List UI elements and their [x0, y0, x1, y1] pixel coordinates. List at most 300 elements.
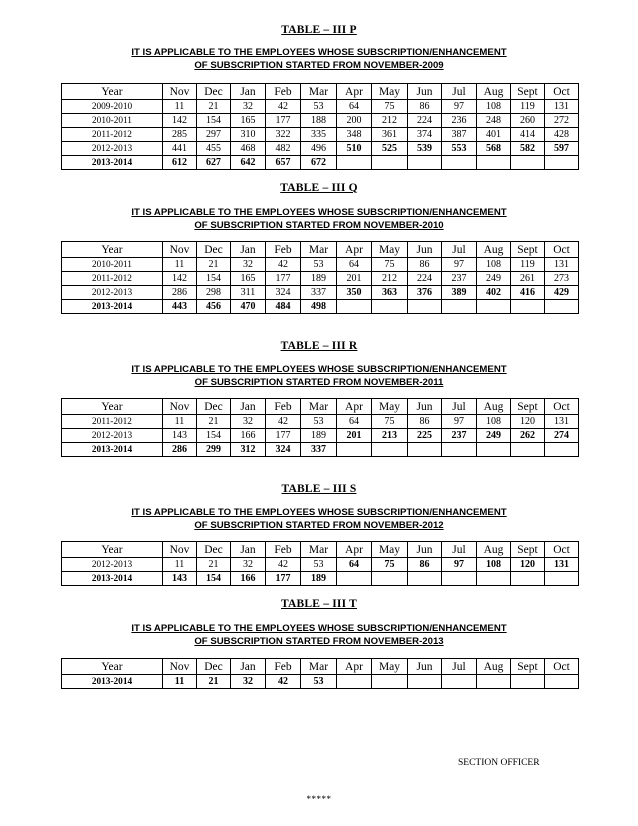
subtitle-line: OF SUBSCRIPTION STARTED FROM NOVEMBER-2012 — [194, 519, 444, 531]
column-header: Feb — [266, 659, 301, 675]
header-row — [62, 659, 579, 675]
column-header: Mar — [301, 542, 337, 558]
value-cell: 177 — [266, 429, 301, 443]
value-cell — [511, 443, 545, 457]
value-cell: 53 — [301, 675, 337, 689]
column-header: Feb — [266, 242, 301, 258]
value-cell: 75 — [372, 558, 408, 572]
value-cell: 53 — [301, 100, 337, 114]
value-cell: 21 — [197, 675, 231, 689]
value-cell: 119 — [511, 258, 545, 272]
value-cell: 177 — [266, 572, 301, 586]
value-cell: 189 — [301, 272, 337, 286]
column-header: Oct — [545, 399, 579, 415]
value-cell: 212 — [372, 272, 408, 286]
value-cell: 286 — [163, 443, 197, 457]
column-header: Year — [62, 399, 163, 415]
value-cell: 189 — [301, 572, 337, 586]
column-header: Jan — [231, 399, 266, 415]
value-cell: 32 — [231, 258, 266, 272]
column-header: Sept — [511, 399, 545, 415]
value-cell: 374 — [408, 128, 442, 142]
value-cell: 11 — [163, 675, 197, 689]
value-cell: 143 — [163, 572, 197, 586]
header-row — [62, 542, 579, 558]
value-cell: 154 — [197, 429, 231, 443]
value-cell: 311 — [231, 286, 266, 300]
value-cell: 11 — [163, 258, 197, 272]
column-header: Jul — [442, 399, 477, 415]
year-cell: 2012-2013 — [62, 558, 163, 572]
table-row — [62, 443, 579, 457]
subtitle-line: OF SUBSCRIPTION STARTED FROM NOVEMBER-2013 — [194, 635, 444, 647]
value-cell: 597 — [545, 142, 579, 156]
column-header: May — [372, 399, 408, 415]
year-cell: 2013-2014 — [62, 156, 163, 170]
value-cell: 213 — [372, 429, 408, 443]
column-header: Dec — [197, 399, 231, 415]
value-cell — [477, 443, 511, 457]
year-cell: 2012-2013 — [62, 142, 163, 156]
value-cell: 53 — [301, 558, 337, 572]
column-header: Sept — [511, 242, 545, 258]
value-cell — [545, 572, 579, 586]
value-cell: 642 — [231, 156, 266, 170]
value-cell: 165 — [231, 272, 266, 286]
value-cell: 568 — [477, 142, 511, 156]
value-cell: 142 — [163, 272, 197, 286]
value-cell: 86 — [408, 100, 442, 114]
column-header: Apr — [337, 542, 372, 558]
column-header: Feb — [266, 399, 301, 415]
value-cell: 189 — [301, 429, 337, 443]
table-subtitle — [0, 507, 638, 532]
column-header: Oct — [545, 242, 579, 258]
table-row — [62, 114, 579, 128]
value-cell: 272 — [545, 114, 579, 128]
value-cell: 11 — [163, 415, 197, 429]
subtitle-line: OF SUBSCRIPTION STARTED FROM NOVEMBER-2010 — [194, 219, 444, 231]
value-cell: 120 — [511, 415, 545, 429]
value-cell: 97 — [442, 258, 477, 272]
value-cell: 236 — [442, 114, 477, 128]
value-cell: 143 — [163, 429, 197, 443]
value-cell: 627 — [197, 156, 231, 170]
table-row — [62, 572, 579, 586]
column-header: Sept — [511, 84, 545, 100]
value-cell: 657 — [266, 156, 301, 170]
value-cell — [545, 156, 579, 170]
value-cell: 108 — [477, 558, 511, 572]
value-cell: 248 — [477, 114, 511, 128]
value-cell: 42 — [266, 415, 301, 429]
value-cell — [408, 156, 442, 170]
column-header: Nov — [163, 242, 197, 258]
value-cell: 142 — [163, 114, 197, 128]
value-cell: 64 — [337, 415, 372, 429]
value-cell — [442, 675, 477, 689]
subtitle-line: IT IS APPLICABLE TO THE EMPLOYEES WHOSE SUBSCRIPTION/ENHANCEMENT — [131, 207, 507, 218]
year-cell: 2011-2012 — [62, 128, 163, 142]
value-cell: 261 — [511, 272, 545, 286]
year-cell: 2010-2011 — [62, 258, 163, 272]
subtitle-line: IT IS APPLICABLE TO THE EMPLOYEES WHOSE SUBSCRIPTION/ENHANCEMENT — [131, 623, 507, 634]
value-cell: 131 — [545, 558, 579, 572]
value-cell: 672 — [301, 156, 337, 170]
column-header: Nov — [163, 659, 197, 675]
column-header: Jul — [442, 84, 477, 100]
column-header: Jan — [231, 659, 266, 675]
value-cell: 582 — [511, 142, 545, 156]
column-header: Jul — [442, 542, 477, 558]
value-cell — [442, 443, 477, 457]
value-cell — [408, 443, 442, 457]
value-cell: 456 — [197, 300, 231, 314]
table-row — [62, 558, 579, 572]
column-header: Year — [62, 659, 163, 675]
value-cell: 322 — [266, 128, 301, 142]
column-header: Aug — [477, 659, 511, 675]
data-table — [61, 541, 579, 586]
table-row — [62, 100, 579, 114]
year-cell: 2009-2010 — [62, 100, 163, 114]
value-cell: 361 — [372, 128, 408, 142]
value-cell: 166 — [231, 572, 266, 586]
value-cell: 75 — [372, 100, 408, 114]
table-title: TABLE – III Q — [280, 182, 358, 194]
column-header: Jun — [408, 84, 442, 100]
table-row — [62, 258, 579, 272]
value-cell: 97 — [442, 100, 477, 114]
value-cell: 443 — [163, 300, 197, 314]
value-cell: 348 — [337, 128, 372, 142]
value-cell: 249 — [477, 429, 511, 443]
value-cell: 429 — [545, 286, 579, 300]
value-cell: 298 — [197, 286, 231, 300]
header-row — [62, 399, 579, 415]
table-title: TABLE – III R — [280, 340, 358, 352]
value-cell — [442, 156, 477, 170]
table-subtitle — [0, 47, 638, 72]
data-table — [61, 241, 579, 314]
value-cell: 401 — [477, 128, 511, 142]
value-cell: 131 — [545, 100, 579, 114]
column-header: May — [372, 242, 408, 258]
value-cell: 64 — [337, 558, 372, 572]
subtitle-line: IT IS APPLICABLE TO THE EMPLOYEES WHOSE SUBSCRIPTION/ENHANCEMENT — [131, 507, 507, 518]
value-cell: 224 — [408, 272, 442, 286]
value-cell: 21 — [197, 558, 231, 572]
column-header: Feb — [266, 84, 301, 100]
subtitle-line: IT IS APPLICABLE TO THE EMPLOYEES WHOSE SUBSCRIPTION/ENHANCEMENT — [131, 47, 507, 58]
column-header: Dec — [197, 659, 231, 675]
value-cell: 428 — [545, 128, 579, 142]
value-cell: 455 — [197, 142, 231, 156]
year-cell: 2013-2014 — [62, 572, 163, 586]
value-cell: 387 — [442, 128, 477, 142]
value-cell — [372, 572, 408, 586]
column-header: Jan — [231, 84, 266, 100]
column-header: Aug — [477, 84, 511, 100]
table-row — [62, 142, 579, 156]
value-cell: 297 — [197, 128, 231, 142]
value-cell — [372, 675, 408, 689]
value-cell: 42 — [266, 258, 301, 272]
column-header: Year — [62, 542, 163, 558]
value-cell: 225 — [408, 429, 442, 443]
column-header: Apr — [337, 84, 372, 100]
value-cell: 212 — [372, 114, 408, 128]
column-header: Dec — [197, 84, 231, 100]
value-cell: 97 — [442, 415, 477, 429]
value-cell: 32 — [231, 675, 266, 689]
value-cell: 285 — [163, 128, 197, 142]
value-cell: 274 — [545, 429, 579, 443]
year-cell: 2013-2014 — [62, 300, 163, 314]
subtitle-line: OF SUBSCRIPTION STARTED FROM NOVEMBER-2009 — [194, 59, 444, 71]
year-cell: 2011-2012 — [62, 415, 163, 429]
value-cell: 612 — [163, 156, 197, 170]
value-cell — [372, 300, 408, 314]
table-title: TABLE – III T — [281, 598, 357, 610]
column-header: Oct — [545, 659, 579, 675]
value-cell: 335 — [301, 128, 337, 142]
value-cell: 260 — [511, 114, 545, 128]
column-header: Oct — [545, 84, 579, 100]
value-cell: 119 — [511, 100, 545, 114]
table-row — [62, 675, 579, 689]
column-header: Year — [62, 84, 163, 100]
value-cell — [408, 675, 442, 689]
value-cell — [337, 156, 372, 170]
year-cell: 2012-2013 — [62, 429, 163, 443]
table-row — [62, 415, 579, 429]
column-header: Jul — [442, 659, 477, 675]
value-cell: 273 — [545, 272, 579, 286]
column-header: Sept — [511, 542, 545, 558]
value-cell: 120 — [511, 558, 545, 572]
column-header: Mar — [301, 84, 337, 100]
column-header: Oct — [545, 542, 579, 558]
value-cell: 286 — [163, 286, 197, 300]
column-header: Dec — [197, 542, 231, 558]
value-cell: 496 — [301, 142, 337, 156]
value-cell: 154 — [197, 572, 231, 586]
value-cell: 363 — [372, 286, 408, 300]
value-cell: 32 — [231, 100, 266, 114]
column-header: Aug — [477, 542, 511, 558]
value-cell: 131 — [545, 258, 579, 272]
column-header: Jan — [231, 542, 266, 558]
value-cell — [337, 572, 372, 586]
value-cell — [442, 572, 477, 586]
value-cell: 86 — [408, 558, 442, 572]
value-cell: 21 — [197, 258, 231, 272]
value-cell — [477, 675, 511, 689]
value-cell: 414 — [511, 128, 545, 142]
data-table — [61, 83, 579, 170]
value-cell: 498 — [301, 300, 337, 314]
table-row — [62, 272, 579, 286]
value-cell: 188 — [301, 114, 337, 128]
column-header: Jun — [408, 542, 442, 558]
value-cell: 350 — [337, 286, 372, 300]
value-cell — [372, 443, 408, 457]
table-row — [62, 429, 579, 443]
year-cell: 2013-2014 — [62, 443, 163, 457]
signature-label: SECTION OFFICER — [458, 758, 540, 768]
value-cell: 177 — [266, 114, 301, 128]
value-cell: 468 — [231, 142, 266, 156]
value-cell: 11 — [163, 558, 197, 572]
value-cell: 75 — [372, 415, 408, 429]
value-cell: 53 — [301, 258, 337, 272]
table-title: TABLE – III P — [281, 24, 357, 36]
value-cell: 166 — [231, 429, 266, 443]
table-subtitle — [0, 207, 638, 232]
year-cell: 2010-2011 — [62, 114, 163, 128]
value-cell: 237 — [442, 272, 477, 286]
value-cell — [545, 675, 579, 689]
value-cell: 324 — [266, 286, 301, 300]
table-subtitle — [0, 364, 638, 389]
value-cell: 53 — [301, 415, 337, 429]
value-cell: 75 — [372, 258, 408, 272]
column-header: Sept — [511, 659, 545, 675]
data-table — [61, 398, 579, 457]
value-cell — [408, 300, 442, 314]
column-header: Jun — [408, 242, 442, 258]
value-cell: 441 — [163, 142, 197, 156]
value-cell: 64 — [337, 100, 372, 114]
column-header: Nov — [163, 399, 197, 415]
year-cell: 2012-2013 — [62, 286, 163, 300]
column-header: Nov — [163, 542, 197, 558]
value-cell — [545, 443, 579, 457]
value-cell: 154 — [197, 114, 231, 128]
column-header: Apr — [337, 242, 372, 258]
column-header: Jun — [408, 399, 442, 415]
value-cell: 42 — [266, 100, 301, 114]
column-header: Mar — [301, 242, 337, 258]
value-cell — [372, 156, 408, 170]
value-cell: 312 — [231, 443, 266, 457]
value-cell — [477, 300, 511, 314]
value-cell: 539 — [408, 142, 442, 156]
value-cell: 389 — [442, 286, 477, 300]
value-cell: 11 — [163, 100, 197, 114]
table-subtitle — [0, 623, 638, 648]
value-cell: 42 — [266, 675, 301, 689]
table-title: TABLE – III S — [281, 483, 357, 495]
year-cell: 2013-2014 — [62, 675, 163, 689]
value-cell — [337, 443, 372, 457]
value-cell: 525 — [372, 142, 408, 156]
table-row — [62, 286, 579, 300]
value-cell: 42 — [266, 558, 301, 572]
value-cell: 482 — [266, 142, 301, 156]
value-cell — [511, 156, 545, 170]
value-cell: 32 — [231, 415, 266, 429]
column-header: Mar — [301, 399, 337, 415]
data-table — [61, 658, 579, 689]
value-cell: 416 — [511, 286, 545, 300]
value-cell: 201 — [337, 272, 372, 286]
value-cell: 484 — [266, 300, 301, 314]
value-cell: 86 — [408, 258, 442, 272]
column-header: Year — [62, 242, 163, 258]
column-header: May — [372, 542, 408, 558]
header-row — [62, 84, 579, 100]
column-header: Mar — [301, 659, 337, 675]
value-cell: 86 — [408, 415, 442, 429]
value-cell — [337, 675, 372, 689]
column-header: Apr — [337, 399, 372, 415]
value-cell — [511, 572, 545, 586]
column-header: May — [372, 84, 408, 100]
table-row — [62, 156, 579, 170]
column-header: Feb — [266, 542, 301, 558]
value-cell: 200 — [337, 114, 372, 128]
value-cell — [545, 300, 579, 314]
column-header: Dec — [197, 242, 231, 258]
value-cell — [408, 572, 442, 586]
value-cell: 108 — [477, 258, 511, 272]
value-cell: 237 — [442, 429, 477, 443]
column-header: Jun — [408, 659, 442, 675]
value-cell: 21 — [197, 415, 231, 429]
value-cell: 470 — [231, 300, 266, 314]
value-cell — [337, 300, 372, 314]
column-header: Jan — [231, 242, 266, 258]
table-row — [62, 300, 579, 314]
value-cell: 154 — [197, 272, 231, 286]
value-cell — [511, 300, 545, 314]
value-cell: 299 — [197, 443, 231, 457]
value-cell: 201 — [337, 429, 372, 443]
value-cell — [511, 675, 545, 689]
header-row — [62, 242, 579, 258]
value-cell: 337 — [301, 286, 337, 300]
value-cell — [477, 572, 511, 586]
value-cell: 376 — [408, 286, 442, 300]
subtitle-line: OF SUBSCRIPTION STARTED FROM NOVEMBER-2011 — [194, 376, 444, 388]
value-cell: 21 — [197, 100, 231, 114]
value-cell: 108 — [477, 100, 511, 114]
value-cell: 402 — [477, 286, 511, 300]
value-cell: 310 — [231, 128, 266, 142]
column-header: May — [372, 659, 408, 675]
value-cell: 32 — [231, 558, 266, 572]
value-cell: 262 — [511, 429, 545, 443]
value-cell: 165 — [231, 114, 266, 128]
column-header: Aug — [477, 242, 511, 258]
value-cell: 224 — [408, 114, 442, 128]
column-header: Jul — [442, 242, 477, 258]
year-cell: 2011-2012 — [62, 272, 163, 286]
column-header: Apr — [337, 659, 372, 675]
column-header: Nov — [163, 84, 197, 100]
value-cell: 177 — [266, 272, 301, 286]
table-row — [62, 128, 579, 142]
value-cell — [442, 300, 477, 314]
value-cell — [477, 156, 511, 170]
value-cell: 97 — [442, 558, 477, 572]
value-cell: 510 — [337, 142, 372, 156]
value-cell: 64 — [337, 258, 372, 272]
value-cell: 131 — [545, 415, 579, 429]
value-cell: 249 — [477, 272, 511, 286]
